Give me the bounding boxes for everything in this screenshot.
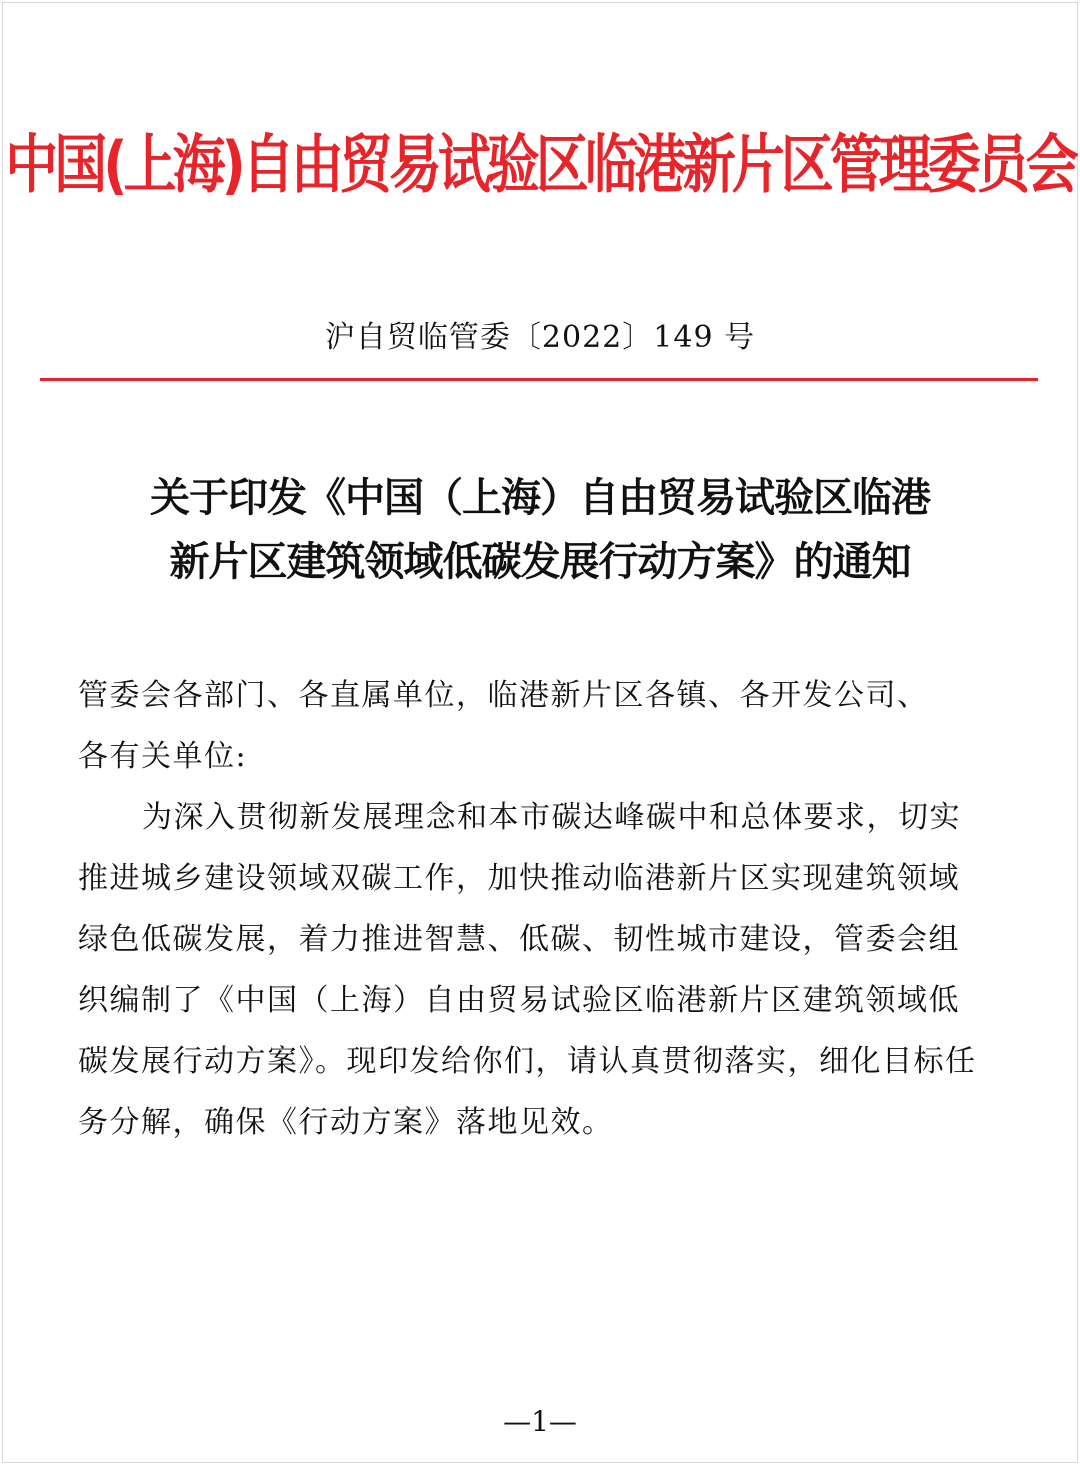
addressee-line: 管委会各部门、各直属单位，临港新片区各镇、各开发公司、 [78, 678, 929, 713]
body-paragraph [78, 787, 1018, 1153]
paragraph-line: 为深入贯彻新发展理念和本市碳达峰碳中和总体要求，切实 [142, 800, 961, 835]
paragraph-line: 织编制了《中国（上海）自由贸易试验区临港新片区建筑领域低 [78, 983, 960, 1018]
document-title-line-1: 关于印发《中国（上海）自由贸易试验区临港 [150, 474, 930, 521]
page-number: —1— [503, 1405, 577, 1438]
document-title-line-2: 新片区建筑领域低碳发展行动方案》的通知 [169, 538, 911, 585]
red-separator-line [40, 378, 1038, 381]
document-title [40, 466, 1040, 594]
document-body [78, 665, 1018, 1153]
issuer-heading: 中国(上海)自由贸易试验区临港新片区管理委员会 [5, 128, 1075, 202]
paragraph-line: 绿色低碳发展，着力推进智慧、低碳、韧性城市建设，管委会组 [78, 922, 960, 957]
paragraph-line: 推进城乡建设领域双碳工作，加快推动临港新片区实现建筑领域 [78, 861, 960, 896]
paragraph-line: 碳发展行动方案》。现印发给你们，请认真贯彻落实，细化目标任 [78, 1044, 977, 1079]
addressee-line: 各有关单位: [78, 739, 248, 774]
paragraph-line: 务分解，确保《行动方案》落地见效。 [78, 1105, 614, 1140]
addressee [78, 665, 1018, 787]
document-number: 沪自贸临管委〔2022〕149 号 [324, 320, 756, 355]
